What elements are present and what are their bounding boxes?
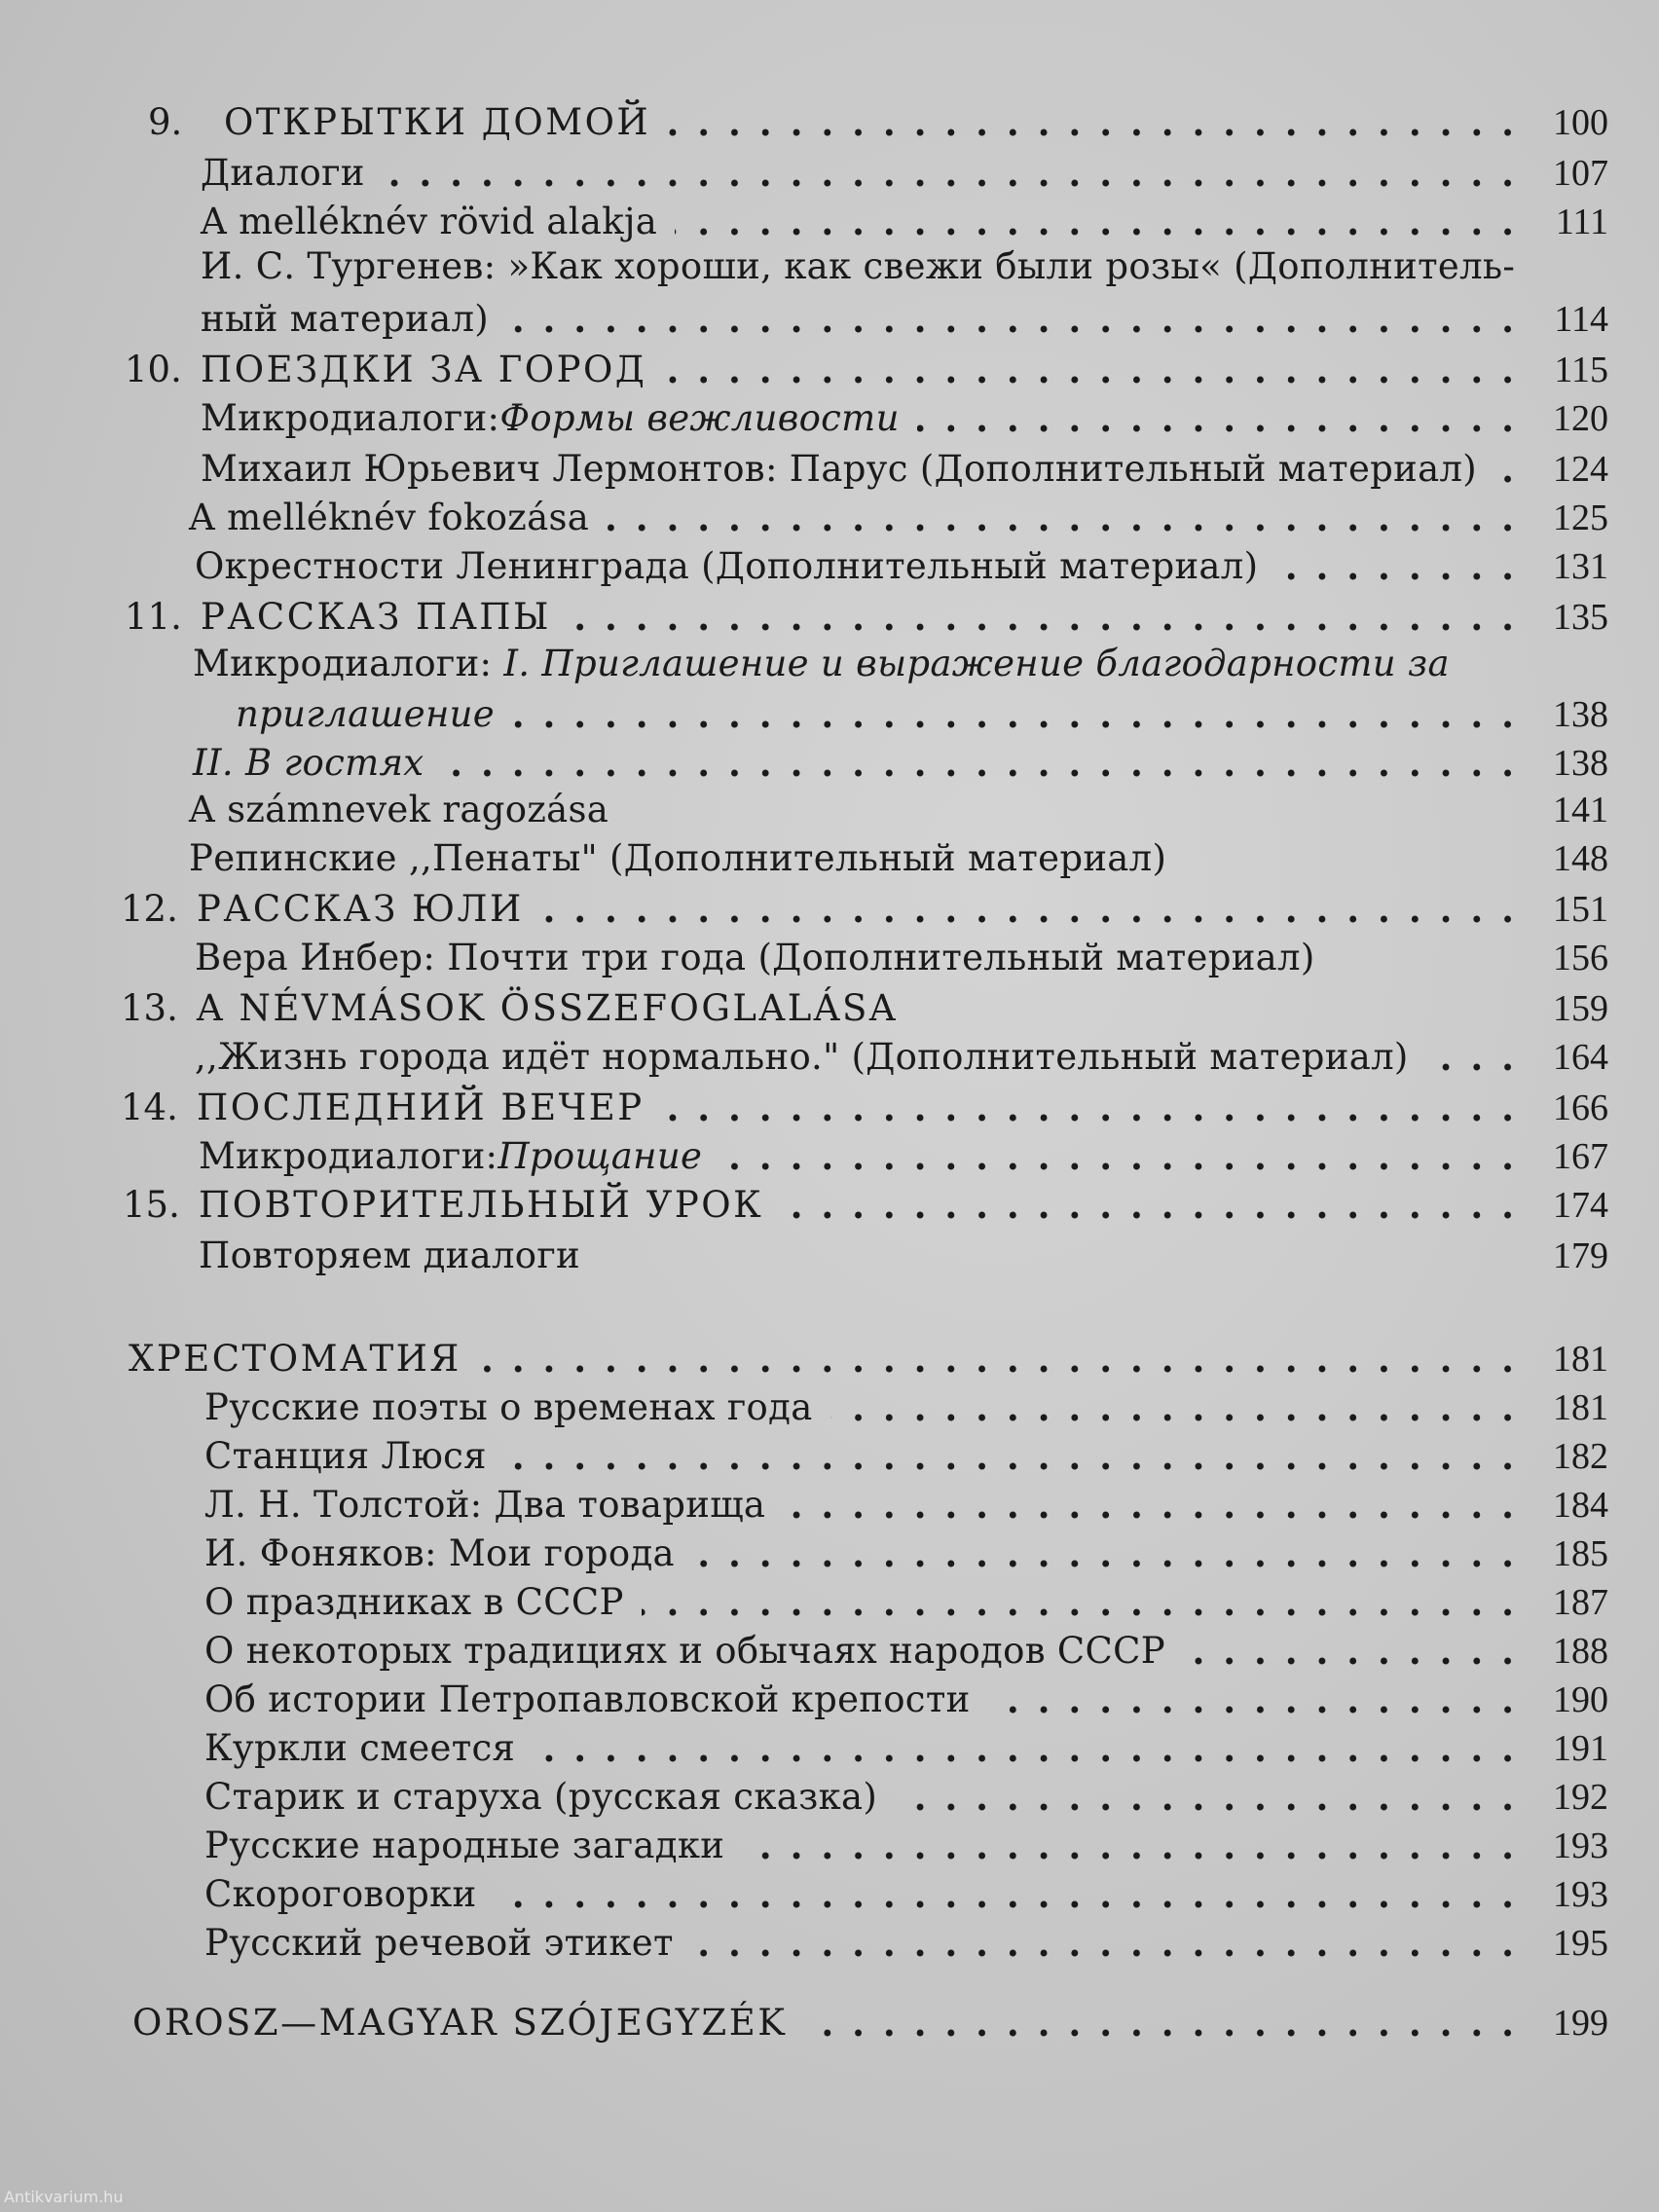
- page-number: 125: [1553, 498, 1608, 538]
- page-number: 174: [1553, 1185, 1608, 1226]
- page-number: 141: [1553, 790, 1608, 830]
- entry-title: Репинские ,,Пенаты" (Дополнительный материал): [189, 837, 1167, 879]
- toc-chapter-9: [148, 95, 1608, 144]
- page-number: 184: [1553, 1485, 1608, 1526]
- leader-dots: [626, 789, 1517, 831]
- section-title: OROSZ—MAGYAR SZÓJEGYZÉK: [132, 2002, 788, 2044]
- toc-entry: [204, 1575, 1608, 1624]
- leader-dots: [1275, 545, 1517, 588]
- page-number: 114: [1554, 299, 1608, 340]
- page-number: 199: [1553, 2003, 1608, 2044]
- toc-entry: [201, 442, 1608, 491]
- toc-anthology-heading: [129, 1332, 1608, 1381]
- toc-entry-first-line: И. С. Тургенев: »Как хороши, как свежи были розы« (Дополнитель-: [201, 245, 1516, 287]
- leader-dots: [662, 1087, 1517, 1129]
- toc-chapter-15: [123, 1178, 1608, 1227]
- toc-entry: [199, 1229, 1608, 1277]
- toc-entry: [204, 1527, 1608, 1575]
- chapter-title: ПОЕЗДКИ ЗА ГОРОД: [201, 349, 647, 390]
- toc-entry: [195, 931, 1608, 979]
- entry-title-prefix: Микродиалоги:: [201, 397, 500, 439]
- leader-dots: [1426, 1036, 1517, 1079]
- page-number: 190: [1553, 1679, 1608, 1720]
- toc-entry: [204, 1478, 1608, 1527]
- chapter-number: 11.: [125, 596, 182, 638]
- leader-dots: [915, 987, 1517, 1030]
- leader-dots: [1183, 1630, 1517, 1673]
- toc-chapter-14: [121, 1081, 1608, 1129]
- toc-entry: [189, 491, 1608, 539]
- page-number: 138: [1553, 694, 1608, 735]
- section-title: ХРЕСТОМАТИЯ: [129, 1338, 461, 1380]
- entry-title: Скороговорки: [204, 1873, 477, 1915]
- leader-dots: [988, 1678, 1517, 1721]
- leader-dots: [383, 152, 1517, 195]
- leader-dots: [781, 1184, 1517, 1227]
- toc-entry: [199, 1129, 1608, 1178]
- leader-dots: [1494, 448, 1517, 491]
- toc-entry: [204, 1381, 1608, 1429]
- page-number: 131: [1553, 546, 1608, 587]
- entry-title: Старик и старуха (русская сказка): [204, 1776, 878, 1818]
- toc-entry: [204, 1429, 1608, 1478]
- page-number: 187: [1553, 1582, 1608, 1623]
- leader-dots: [668, 101, 1517, 144]
- toc-chapter-13: [121, 981, 1608, 1030]
- page-number: 120: [1553, 398, 1608, 439]
- page-number: 156: [1553, 938, 1608, 978]
- leader-dots: [569, 596, 1517, 639]
- leader-dots: [512, 693, 1517, 736]
- page-number: 181: [1553, 1387, 1608, 1428]
- page-number: 138: [1553, 743, 1608, 784]
- toc-entry-first-line: [193, 643, 1450, 685]
- entry-title-prefix: Микродиалоги:: [193, 643, 504, 684]
- page-number: 182: [1553, 1436, 1608, 1477]
- entry-title: II. В гостях: [193, 742, 424, 784]
- page-number: 195: [1553, 1923, 1608, 1964]
- toc-entry: [189, 831, 1608, 880]
- chapter-number: 15.: [123, 1184, 180, 1226]
- page-number: 193: [1553, 1874, 1608, 1915]
- page-number: 148: [1553, 838, 1608, 879]
- leader-dots: [607, 497, 1517, 539]
- leader-dots: [664, 349, 1517, 391]
- entry-title: Повторяем диалоги: [199, 1235, 581, 1276]
- leader-dots: [691, 1922, 1517, 1965]
- entry-title: Михаил Юрьевич Лермонтов: Парус (Дополнительный материал): [201, 448, 1477, 490]
- toc-glossary-heading: [132, 1996, 1608, 2045]
- page-number: 192: [1553, 1777, 1608, 1818]
- toc-entry: [195, 1030, 1608, 1079]
- entry-title: Русские поэты о временах года: [204, 1386, 813, 1428]
- page-number: 185: [1553, 1533, 1608, 1574]
- chapter-title: РАССКАЗ ЮЛИ: [197, 888, 524, 930]
- chapter-title: ПОВТОРИТЕЛЬНЫЙ УРОК: [199, 1184, 764, 1226]
- entry-title: О праздниках в СССР: [204, 1581, 624, 1623]
- page-number: 124: [1553, 449, 1608, 490]
- entry-title: Русские народные загадки: [204, 1825, 725, 1866]
- entry-title: A melléknév fokozása: [189, 497, 590, 538]
- entry-title: Окрестности Ленинграда (Дополнительный материал): [195, 545, 1259, 587]
- toc-entry: [204, 1673, 1608, 1721]
- chapter-title: ОТКРЫТКИ ДОМОЙ: [224, 101, 651, 143]
- leader-dots: [917, 397, 1517, 440]
- entry-title: Диалоги: [201, 152, 365, 194]
- leader-dots: [895, 1776, 1517, 1819]
- chapter-number: 14.: [121, 1087, 178, 1128]
- leader-dots: [441, 742, 1517, 785]
- chapter-number: 9.: [148, 101, 183, 143]
- page-number: 115: [1554, 350, 1608, 390]
- leader-dots: [479, 1338, 1517, 1381]
- entry-title: Л. Н. Толстой: Два товарища: [204, 1484, 766, 1526]
- toc-entry: [189, 783, 1608, 831]
- entry-title-prefix: Микродиалоги:: [199, 1135, 498, 1177]
- toc-entry: [204, 1624, 1608, 1673]
- toc-entry: [201, 292, 1608, 341]
- page-number: 159: [1553, 988, 1608, 1029]
- entry-title-italic: I. Приглашение и выражение благодарности за: [503, 643, 1450, 684]
- page-number: 164: [1553, 1037, 1608, 1078]
- entry-title: Вера Инбер: Почти три года (Дополнительный материал): [195, 937, 1315, 978]
- toc-chapter-10: [125, 343, 1608, 391]
- leader-dots: [598, 1235, 1517, 1277]
- page-number: 167: [1553, 1136, 1608, 1177]
- chapter-number: 12.: [121, 888, 178, 930]
- entry-title: Станция Люся: [204, 1435, 487, 1477]
- leader-dots: [504, 1435, 1517, 1478]
- toc-entry: [204, 1770, 1608, 1819]
- page-number: 181: [1553, 1339, 1608, 1380]
- page-number: 166: [1553, 1088, 1608, 1128]
- leader-dots: [541, 888, 1517, 931]
- page-number: 179: [1553, 1235, 1608, 1276]
- page-number: 111: [1555, 202, 1608, 242]
- entry-title: A melléknév rövid alakja: [201, 201, 658, 242]
- leader-dots: [675, 201, 1517, 243]
- leader-dots: [804, 2002, 1517, 2045]
- toc-entry: [204, 1867, 1608, 1916]
- leader-dots: [506, 298, 1517, 341]
- entry-title: Куркли смеется: [204, 1727, 516, 1769]
- page-number: 151: [1553, 889, 1608, 930]
- entry-title: Русский речевой этикет: [204, 1922, 674, 1964]
- leader-dots: [719, 1135, 1517, 1178]
- page-number: 191: [1553, 1728, 1608, 1769]
- leader-dots: [495, 1873, 1517, 1916]
- entry-title: приглашение: [236, 693, 496, 735]
- chapter-number: 10.: [125, 349, 182, 390]
- entry-title: ный материал): [201, 298, 489, 340]
- watermark: Antikvarium.hu: [4, 2188, 124, 2206]
- leader-dots: [783, 1484, 1517, 1527]
- page-number: 107: [1553, 153, 1608, 194]
- entry-title: A számnevek ragozása: [189, 789, 609, 830]
- entry-title-italic: Формы вежливости: [499, 397, 900, 439]
- chapter-number: 13.: [121, 987, 178, 1029]
- page-number: 100: [1553, 102, 1608, 143]
- toc-entry: [201, 146, 1608, 195]
- entry-title: О некоторых традициях и обычаях народов СССР: [204, 1630, 1165, 1672]
- entry-title: Об истории Петропавловской крепости: [204, 1678, 971, 1720]
- toc-entry: [204, 1721, 1608, 1770]
- toc-entry: [204, 1916, 1608, 1965]
- leader-dots: [742, 1825, 1517, 1867]
- toc-entry: [204, 1819, 1608, 1867]
- entry-title: И. Фоняков: Мои города: [204, 1532, 675, 1574]
- page-number: 188: [1553, 1631, 1608, 1672]
- entry-title-italic: Прощание: [498, 1135, 703, 1177]
- leader-dots: [642, 1581, 1517, 1624]
- chapter-title: РАССКАЗ ПАПЫ: [201, 596, 551, 638]
- chapter-title: A NÉVMÁSOK ÖSSZEFOGLALÁSA: [197, 987, 899, 1029]
- leader-dots: [1333, 937, 1517, 979]
- page-number: 135: [1553, 597, 1608, 638]
- leader-dots: [1184, 837, 1517, 880]
- page-number: 193: [1553, 1825, 1608, 1866]
- entry-title: ,,Жизнь города идёт нормально." (Дополнительный материал): [195, 1036, 1409, 1078]
- toc-entry: [201, 195, 1608, 243]
- toc-entry: [236, 687, 1608, 736]
- toc-entry: [201, 391, 1608, 440]
- leader-dots: [830, 1386, 1517, 1429]
- chapter-title: ПОСЛЕДНИЙ ВЕЧЕР: [197, 1087, 645, 1128]
- toc-entry: [195, 539, 1608, 588]
- leader-dots: [533, 1727, 1517, 1770]
- toc-entry: [193, 736, 1608, 785]
- toc-chapter-11: [125, 590, 1608, 639]
- leader-dots: [692, 1532, 1517, 1575]
- toc-chapter-12: [121, 882, 1608, 931]
